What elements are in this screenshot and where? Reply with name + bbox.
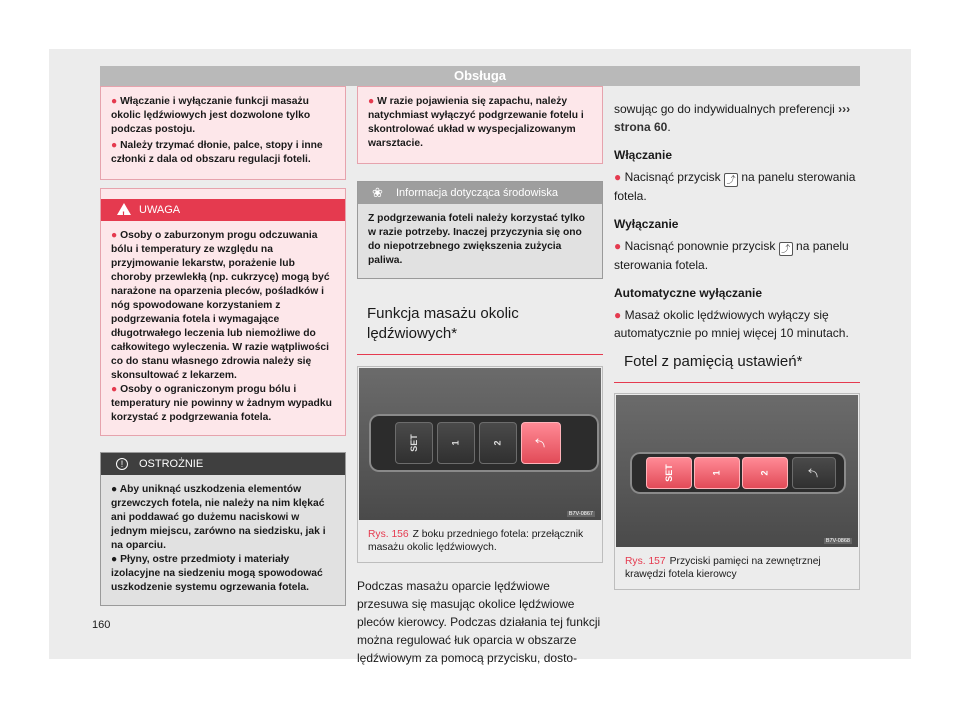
warning-triangle-icon xyxy=(117,203,131,215)
figure-caption xyxy=(615,548,859,589)
warning-item: ● Osoby o zaburzonym progu odczuwania bólu i temperatury ze względu na przyjmowanie lekarstw, porażenie lub choroby przewlekłą (np. cukrzycę) mogą być narażone na oparzenia pleców, pośladków i nóg spowodowane korzystaniem z podgrzewania fotela i wymagające długotrwałego leczenia lub niemożliwe do całkowitego wyleczenia. W razie wątpliwości co do stanu własnego zdrowia należy się skonsultować z lekarzem. xyxy=(111,230,330,381)
image-code: B7V-0868 xyxy=(825,538,850,544)
warning-header xyxy=(101,199,345,221)
environment-icon: ❀ xyxy=(372,185,383,200)
page-header: Obsługa xyxy=(100,66,860,86)
note-box xyxy=(100,86,346,180)
set-button: SET xyxy=(395,422,433,464)
section-title: Fotel z pamięcią ustawień* xyxy=(614,352,860,383)
memory-2-button: 2 xyxy=(742,457,788,489)
bullet-icon: ● xyxy=(614,239,625,253)
off-title: Wyłączanie xyxy=(614,217,679,231)
intro-paragraph: sowując go do indywidualnych preferencji ››› strona 60. xyxy=(614,102,851,134)
warning-box xyxy=(100,188,346,436)
caution-box xyxy=(100,452,346,606)
warning-item: ● Osoby o ograniczonym progu bólu i temperatury nie powinny w żadnym wypadku korzystać z podgrzewania fotela. xyxy=(111,384,332,423)
note-box xyxy=(357,86,603,164)
figure-label: Rys. 157 xyxy=(625,556,666,567)
page-number: 160 xyxy=(92,619,111,631)
button-panel xyxy=(369,414,599,472)
warning-body xyxy=(101,221,345,435)
section-title: Funkcja masażu okolic lędźwiowych* xyxy=(357,304,603,355)
column-3 xyxy=(614,86,860,590)
on-title: Włączanie xyxy=(614,148,673,162)
body-paragraph: Podczas masażu oparcie lędźwiowe przesuwa się masując okolice lędźwiowe pleców kierowcy. Podczas działania tej funkcji można regulować łuk oparcia w obszarze lędźwiowym za pomocą przycisku, dosto- xyxy=(357,579,601,665)
caption-text: Przyciski pamięci na zewnętrznej krawędzi fotela kierowcy xyxy=(625,556,821,580)
figure-157 xyxy=(614,393,860,590)
note-item: ● Włączanie i wyłączanie funkcji masażu okolic lędźwiowych jest dozwolone tylko podczas postoju. xyxy=(111,96,311,135)
massage-button: ⤴ xyxy=(792,457,836,489)
figure-label: Rys. 156 xyxy=(368,529,409,540)
note-item: ● Należy trzymać dłonie, palce, stopy i inne członki z dala od obszaru regulacji foteli. xyxy=(111,140,323,165)
bullet-icon: ● xyxy=(111,96,121,107)
caution-header xyxy=(101,453,345,475)
bullet-icon: ● xyxy=(111,140,121,151)
environment-box xyxy=(357,181,603,279)
memory-1-button: 1 xyxy=(437,422,475,464)
body-text xyxy=(614,100,860,342)
caution-title: OSTROŻNIE xyxy=(139,458,204,470)
auto-text: ● Masaż okolic lędźwiowych wyłączy się automatycznie po mniej więcej 10 minutach. xyxy=(614,308,849,340)
seat-switch-photo xyxy=(359,368,601,520)
massage-key-icon: ⤴ xyxy=(779,242,793,256)
environment-header xyxy=(358,182,602,204)
set-button: SET xyxy=(646,457,692,489)
caution-circle-icon: ! xyxy=(116,458,128,470)
button-panel xyxy=(630,452,846,494)
column-2 xyxy=(357,86,603,667)
environment-title: Informacja dotycząca środowiska xyxy=(396,187,559,199)
note-item: ● W razie pojawienia się zapachu, należy natychmiast wyłączyć podgrzewanie fotelu i skontrolować układ w wyspecjalizowanym warsztacie. xyxy=(368,96,584,149)
off-text: ● Nacisnąć ponownie przycisk ⤴ na panelu sterowania fotela. xyxy=(614,239,849,272)
memory-buttons-photo xyxy=(616,395,858,547)
bullet-icon: ● xyxy=(111,384,121,395)
auto-title: Automatyczne wyłączanie xyxy=(614,286,763,300)
memory-2-button: 2 xyxy=(479,422,517,464)
massage-button: ⤴ xyxy=(521,422,561,464)
massage-key-icon: ⤴ xyxy=(724,173,738,187)
figure-156 xyxy=(357,366,603,563)
bullet-icon: ● xyxy=(111,230,121,241)
caution-item: ● Aby uniknąć uszkodzenia elementów grzewczych fotela, nie należy na nim klękać ani poddawać go dużemu naciskowi w jednym miejscu, zarówno na siedzisku, jak i na oparciu. xyxy=(111,484,326,551)
caution-body xyxy=(101,475,345,605)
bullet-icon: ● xyxy=(614,170,625,184)
environment-body: Z podgrzewania foteli należy korzystać tylko w razie potrzeby. Inaczej przyczynia się ono do niepotrzebnego zwiększenia zużycia paliwa. xyxy=(368,213,585,266)
bullet-icon: ● xyxy=(368,96,378,107)
caution-item: ● Płyny, ostre przedmioty i materiały izolacyjne na siedzeniu mogą spowodować uszkodzenie systemu ogrzewania fotela. xyxy=(111,554,323,593)
warning-title: UWAGA xyxy=(139,204,181,216)
bullet-icon: ● xyxy=(614,308,625,322)
page-link[interactable]: ››› strona 60 xyxy=(614,102,851,134)
caption-text: Z boku przedniego fotela: przełącznik masażu okolic lędźwiowych. xyxy=(368,529,584,553)
on-text: ● Nacisnąć przycisk ⤴ na panelu sterowania fotela. xyxy=(614,170,856,203)
figure-caption xyxy=(358,521,602,562)
column-1 xyxy=(100,86,346,606)
image-code: B7V-0867 xyxy=(568,511,593,517)
memory-1-button: 1 xyxy=(694,457,740,489)
